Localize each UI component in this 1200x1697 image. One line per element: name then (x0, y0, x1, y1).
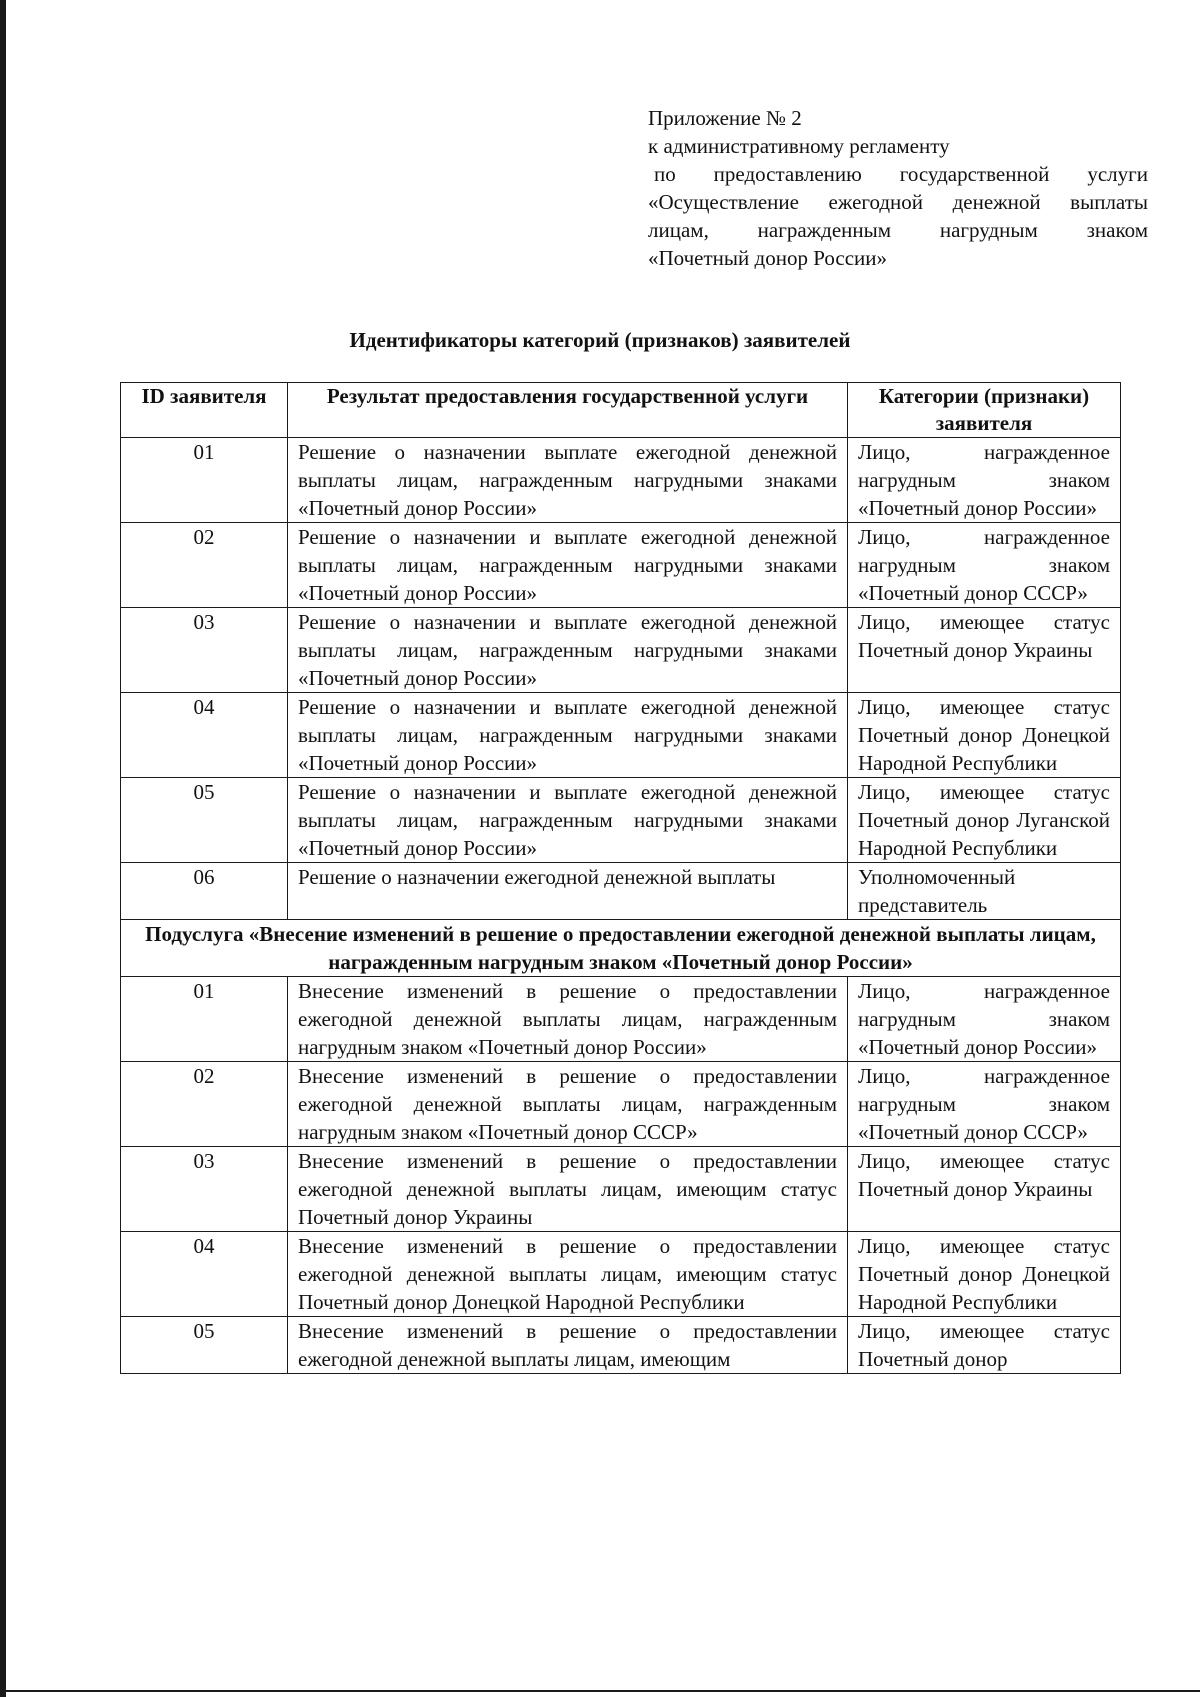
appendix-line: Приложение № 2 (648, 106, 802, 130)
table-row (121, 608, 1121, 693)
cell-id: 01 (121, 438, 288, 523)
cell-category: Лицо, имеющее статус Почетный донор Украины (848, 1147, 1121, 1232)
cell-result: Внесение изменений в решение о предоставлении ежегодной денежной выплаты лицам, имеющим статус Почетный донор Украины (288, 1147, 848, 1232)
table-header-row (121, 383, 1121, 438)
table-row (121, 863, 1121, 920)
table-row (121, 523, 1121, 608)
cell-id: 03 (121, 1147, 288, 1232)
cell-category: Лицо, имеющее статус Почетный донор Украины (848, 608, 1121, 693)
cell-result: Решение о назначении и выплате ежегодной денежной выплаты лицам, награжденным нагрудными знаками «Почетный донор России» (288, 523, 848, 608)
subservice-heading: Подуслуга «Внесение изменений в решение о предоставлении ежегодной денежной выплаты лицам, награжденным нагрудным знаком «Почетный донор России» (121, 920, 1121, 977)
cell-id: 05 (121, 1317, 288, 1374)
subservice-row (121, 920, 1121, 977)
cell-id: 04 (121, 693, 288, 778)
cell-id: 05 (121, 778, 288, 863)
table-row (121, 1147, 1121, 1232)
appendix-line: «Осуществление ежегодной денежной выплаты (648, 190, 1148, 214)
cell-result: Внесение изменений в решение о предоставлении ежегодной денежной выплаты лицам, имеющим статус Почетный донор Донецкой Народной Республики (288, 1232, 848, 1317)
appendix-line: по предоставлению государственной услуги (654, 162, 1148, 186)
cell-id: 06 (121, 863, 288, 920)
cell-category: Лицо, награжденное нагрудным знаком «Почетный донор СССР» (848, 1062, 1121, 1147)
document-title: Идентификаторы категорий (признаков) заявителей (349, 328, 851, 352)
cell-category: Лицо, награжденное нагрудным знаком «Почетный донор России» (848, 977, 1121, 1062)
header-category: Категории (признаки) заявителя (848, 383, 1121, 438)
cell-result: Внесение изменений в решение о предоставлении ежегодной денежной выплаты лицам, награжденным нагрудным знаком «Почетный донор России» (288, 977, 848, 1062)
cell-id: 04 (121, 1232, 288, 1317)
table-row (121, 693, 1121, 778)
appendix-line: лицам, награжденным нагрудным знаком (648, 218, 1148, 242)
cell-category: Лицо, имеющее статус Почетный донор Донецкой Народной Республики (848, 1232, 1121, 1317)
header-id: ID заявителя (121, 383, 288, 438)
cell-result: Решение о назначении и выплате ежегодной денежной выплаты лицам, награжденным нагрудными знаками «Почетный донор России» (288, 778, 848, 863)
table-row (121, 1062, 1121, 1147)
cell-result: Решение о назначении и выплате ежегодной денежной выплаты лицам, награжденным нагрудными знаками «Почетный донор России» (288, 693, 848, 778)
cell-id: 01 (121, 977, 288, 1062)
applicant-categories-table (120, 382, 1121, 1374)
cell-result: Решение о назначении ежегодной денежной выплаты (288, 863, 848, 920)
cell-result: Решение о назначении выплате ежегодной денежной выплаты лицам, награжденным нагрудными знаками «Почетный донор России» (288, 438, 848, 523)
cell-category: Лицо, награжденное нагрудным знаком «Почетный донор России» (848, 438, 1121, 523)
cell-category: Лицо, награжденное нагрудным знаком «Почетный донор СССР» (848, 523, 1121, 608)
cell-id: 03 (121, 608, 288, 693)
scan-bottom-edge (0, 1690, 1200, 1692)
appendix-header (648, 104, 1148, 272)
cell-id: 02 (121, 523, 288, 608)
cell-category: Лицо, имеющее статус Почетный донор (848, 1317, 1121, 1374)
cell-id: 02 (121, 1062, 288, 1147)
table-row (121, 438, 1121, 523)
cell-result: Внесение изменений в решение о предоставлении ежегодной денежной выплаты лицам, награжденным нагрудным знаком «Почетный донор СССР» (288, 1062, 848, 1147)
table-row (121, 778, 1121, 863)
appendix-line: к административному регламенту (648, 134, 950, 158)
table-row (121, 1232, 1121, 1317)
cell-category: Лицо, имеющее статус Почетный донор Луганской Народной Республики (848, 778, 1121, 863)
cell-category: Уполномоченный представитель (848, 863, 1121, 920)
appendix-line: «Почетный донор России» (648, 246, 887, 270)
table-row (121, 977, 1121, 1062)
cell-category: Лицо, имеющее статус Почетный донор Донецкой Народной Республики (848, 693, 1121, 778)
table-row (121, 1317, 1121, 1374)
cell-result: Внесение изменений в решение о предоставлении ежегодной денежной выплаты лицам, имеющим (288, 1317, 848, 1374)
cell-result: Решение о назначении и выплате ежегодной денежной выплаты лицам, награжденным нагрудными знаками «Почетный донор России» (288, 608, 848, 693)
scan-left-edge (0, 0, 6, 1697)
header-result: Результат предоставления государственной услуги (288, 383, 848, 438)
